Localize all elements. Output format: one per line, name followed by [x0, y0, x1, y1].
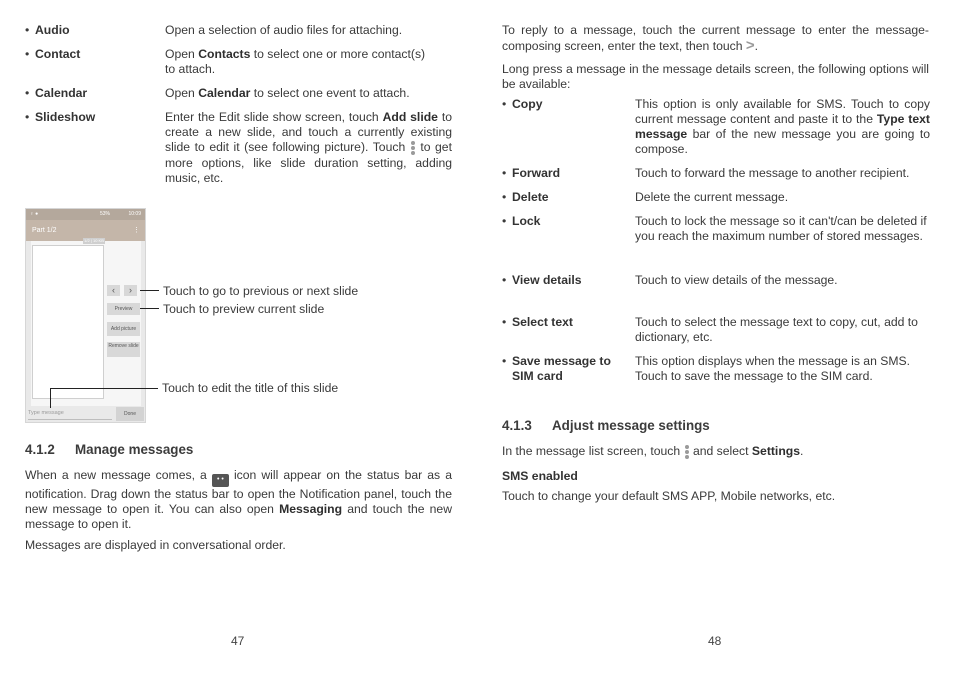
paragraph-new-message: When a new message comes, a • • icon will appear on the status bar as a notification. Drag down the status bar to open the Notification panel, touch the new message to open it. You can also open Messaging and touch the new message to open it.	[25, 468, 452, 531]
slideshow-screenshot	[25, 208, 146, 423]
slide-size-tag: 1/2 | 10 KB	[84, 238, 104, 243]
option-desc: Open Calendar to select one event to attach.	[165, 86, 410, 100]
option-term: Select text	[512, 315, 573, 329]
callout-line-prev-next	[140, 290, 159, 291]
option-desc: Open a selection of audio files for attaching.	[165, 23, 403, 37]
callout-line-title-vertical	[50, 388, 51, 408]
notification-icon: ♀ ●	[30, 211, 39, 217]
slide-thumbnail[interactable]	[32, 245, 104, 399]
option-term: View details	[512, 273, 582, 287]
previous-slide-button[interactable]: ‹	[107, 285, 120, 296]
option-term: Contact	[35, 47, 81, 61]
option-desc: This option displays when the message is an SMS. Touch to save the message to the SIM card.	[635, 354, 911, 383]
more-options-icon[interactable]: ⋮	[133, 227, 140, 234]
message-icon: • •	[212, 474, 229, 487]
status-bar	[26, 209, 145, 220]
option-term: Audio	[35, 23, 70, 37]
battery-level: 53%	[100, 211, 111, 217]
option-desc: Delete the current message.	[635, 190, 789, 204]
page-left: • Audio Open a selection of audio files for attaching. • Contact Open Contacts to select one or more contact(s) to attach. • Calendar Open Calendar to select one event to attach. • Slideshow Enter the Edit slide show screen, touch Add slide to create a new slide, and touch a currently existing slide to edit it (see following picture). Touch to get more options, like slide duration setting, adding music, etc. ♀ ● 53% 10:09 Part 1/2 ⋮ 1/2 | 10 KB ‹ › Preview Add picture Remove slide Type message Done Touch to go to previous or next slide Touch to preview current slide Touch to edit the title of this slide 4.1.2 Manage messages When a new message comes, a • • icon will appear on the status bar as a notification. Drag down the status bar to open the Notification panel, touch the new message to open it. You can also open Messaging and touch the new message to open it. Messages are displayed in conversational order. 47	[25, 23, 452, 648]
option-desc: This option is only available for SMS. Touch to copy current message content and paste it to the Type text message bar of the new message you are going to compose.	[635, 97, 930, 156]
callout-line-title	[50, 388, 158, 389]
type-message-input[interactable]: Type message	[28, 407, 112, 420]
callout-line-preview	[140, 308, 159, 309]
paragraph-settings: In the message list screen, touch and select Settings.	[502, 444, 804, 459]
callout-edit-title: Touch to edit the title of this slide	[162, 381, 339, 395]
option-term: Forward	[512, 166, 561, 180]
page-number: 48	[708, 634, 722, 648]
option-desc: Touch to view details of the message.	[635, 273, 838, 287]
option-term: Lock	[512, 214, 541, 228]
option-term: Delete	[512, 190, 549, 204]
page-number: 47	[231, 634, 245, 648]
option-term: Calendar	[35, 86, 88, 100]
paragraph-conversational-order: Messages are displayed in conversational order.	[25, 538, 286, 552]
option-term: Copy	[512, 97, 543, 111]
done-button[interactable]: Done	[116, 407, 144, 421]
option-desc: Touch to lock the message so it can't/can be deleted if you reach the maximum number of stored messages.	[635, 214, 927, 243]
callout-preview: Touch to preview current slide	[163, 302, 325, 316]
option-term: Save message to SIM card	[512, 354, 611, 383]
option-desc: Touch to forward the message to another recipient.	[635, 166, 910, 180]
add-picture-button[interactable]: Add picture	[107, 322, 140, 336]
paragraph-reply: To reply to a message, touch the current message to enter the message-composing screen, enter the text, then touch >.	[502, 23, 929, 54]
preview-button[interactable]: Preview	[107, 303, 140, 315]
option-desc: Open Contacts to select one or more contact(s) to attach.	[165, 47, 426, 76]
paragraph-long-press: Long press a message in the message details screen, the following options will be available:	[502, 62, 929, 91]
section-heading-adjust-settings: 4.1.3 Adjust message settings	[502, 418, 710, 433]
slide-part-title[interactable]: Part 1/2	[32, 227, 57, 234]
callout-prev-next: Touch to go to previous or next slide	[163, 284, 359, 298]
next-slide-button[interactable]: ›	[124, 285, 137, 296]
paragraph-sms-enabled: Touch to change your default SMS APP, Mobile networks, etc.	[502, 489, 836, 503]
sms-enabled-heading: SMS enabled	[502, 469, 578, 483]
section-heading-manage-messages: 4.1.2 Manage messages	[25, 442, 194, 457]
option-desc: Touch to select the message text to copy, cut, add to dictionary, etc.	[635, 315, 918, 344]
option-term: Slideshow	[35, 110, 96, 124]
option-desc: Enter the Edit slide show screen, touch Add slide to create a new slide, and touch a currently existing slide to edit it (see following picture). Touch to get more options, like slide duration setting, adding music, etc.	[165, 110, 452, 185]
remove-slide-button[interactable]: Remove slide	[107, 342, 140, 357]
page-right: To reply to a message, touch the current message to enter the message-composing screen, enter the text, then touch >. Long press a message in the message details screen, the following options will be available: • Copy This option is only available for SMS. Touch to copy current message content and paste it to the Type text message bar of the new message you are going to compose. • Forward Touch to forward the message to another recipient. • Delete Delete the current message. • Lock Touch to lock the message so it can't/can be deleted if you reach the maximum number of stored messages. • View details Touch to view details of the message. • Select text Touch to select the message text to copy, cut, add to dictionary, etc. • Save message to SIM card This option displays when the message is an SMS. Touch to save the message to the SIM card. 4.1.3 Adjust message settings In the message list screen, touch and select Settings. SMS enabled Touch to change your default SMS APP, Mobile networks, etc. 48	[502, 23, 930, 648]
status-time: 10:09	[128, 211, 141, 217]
